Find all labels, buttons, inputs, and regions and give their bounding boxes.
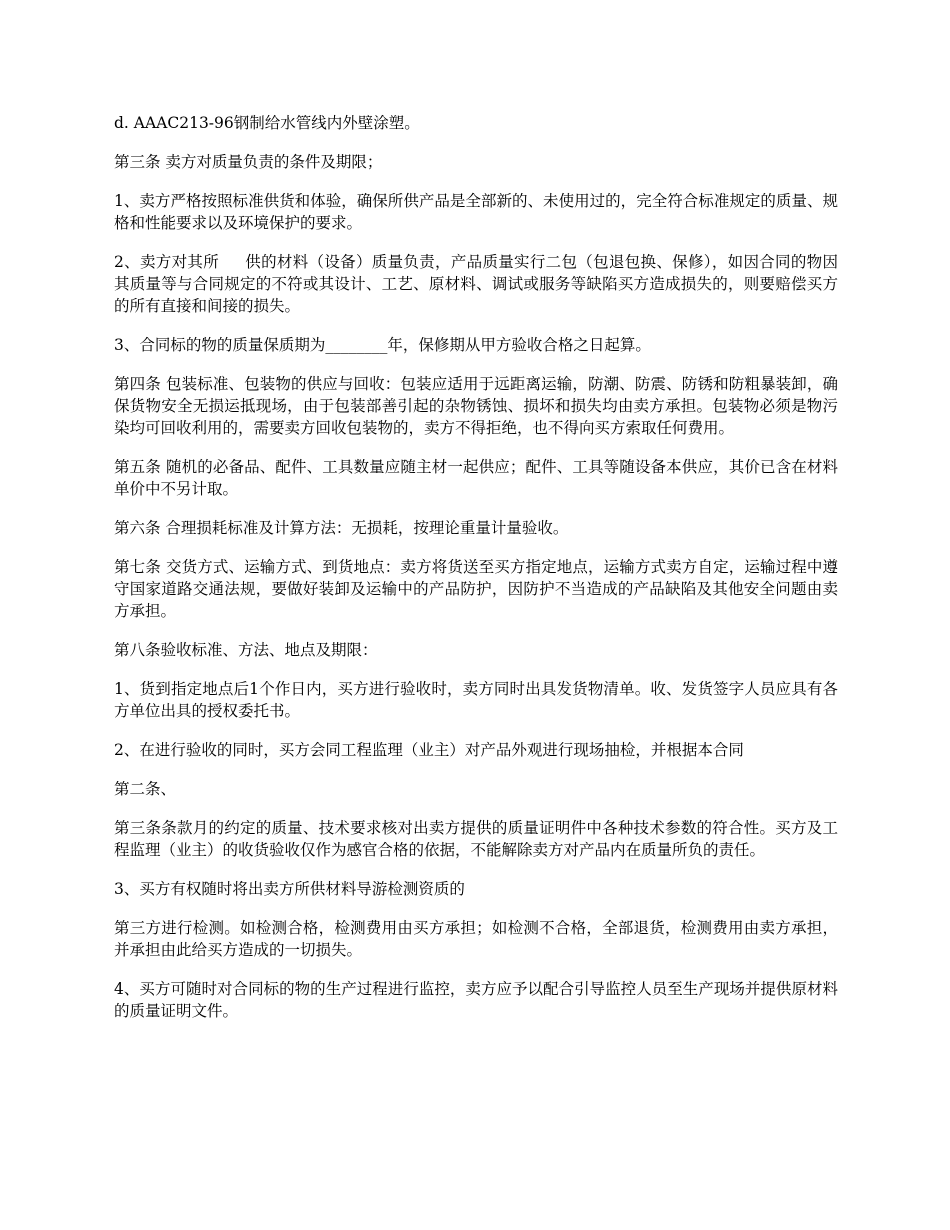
paragraph-13: 第二条、 [114,780,177,798]
paragraph-16: 第三方进行检测。如检测合格，检测费用由买方承担；如检测不合格，全部退货，检测费用由卖方承担，并承担由此给买方造成的一切损失。 [114,919,838,959]
paragraph-17: 4、买方可随时对合同标的物的生产过程进行监控，卖方应予以配合引导监控人员至生产现场并提供原材料的质量证明文件。 [114,980,838,1020]
paragraph-10: 第八条验收标准、方法、地点及期限： [114,641,378,659]
paragraph-14: 第三条条款月的约定的质量、技术要求核对出卖方提供的质量证明件中各种技术参数的符合性。买方及工程监理（业主）的收货验收仅作为感官合格的依据，不能解除卖方对产品内在质量所负的责任。 [114,819,838,859]
paragraph-11: 1、货到指定地点后1个作日内，买方进行验收时，卖方同时出具发货物清单。收、发货签字人员应具有各方单位出具的授权委托书。 [114,680,838,720]
paragraph-12: 2、在进行验收的同时，买方会同工程监理（业主）对产品外观进行现场抽检，并根据本合同 [114,741,744,759]
paragraph-3: 1、卖方严格按照标准供货和体验，确保所供产品是全部新的、未使用过的，完全符合标准规定的质量、规格和性能要求以及环境保护的要求。 [114,192,838,232]
paragraph-1: d. AAAC213-96钢制给水管线内外壁涂塑。 [114,114,420,132]
paragraph-2: 第三条 卖方对质量负责的条件及期限； [114,153,383,171]
paragraph-7: 第五条 随机的必备品、配件、工具数量应随主材一起供应；配件、工具等随设备本供应，其价已含在材料单价中不另计取。 [114,458,838,498]
paragraph-4: 2、卖方对其所 供的材料（设备）质量负责，产品质量实行二包（包退包换、保修），如因合同的物因其质量等与合同规定的不符或其设计、工艺、原材料、调试或服务等缺陷买方造成损失的，则要赔偿买方的所有直接和间接的损失。 [114,253,838,315]
document-page [114,112,838,1039]
paragraph-6: 第四条 包装标准、包装物的供应与回收：包装应适用于远距离运输，防潮、防震、防锈和防粗暴装卸，确保货物安全无损运抵现场，由于包装部善引起的杂物锈蚀、损坏和损失均由卖方承担。包装物必须是物污染均可回收利用的，需要卖方回收包装物的，卖方不得拒绝，也不得向买方索取任何费用。 [114,375,838,437]
paragraph-5: 3、合同标的物的质量保质期为________年，保修期从甲方验收合格之日起算。 [114,336,651,354]
paragraph-9: 第七条 交货方式、运输方式、到货地点：卖方将货送至买方指定地点，运输方式卖方自定，运输过程中遵守国家道路交通法规，要做好装卸及运输中的产品防护，因防护不当造成的产品缺陷及其他安全问题由卖方承担。 [114,558,838,620]
paragraph-8: 第六条 合理损耗标准及计算方法：无损耗，按理论重量计量验收。 [114,519,569,537]
paragraph-15: 3、买方有权随时将出卖方所供材料导游检测资质的 [114,880,465,898]
